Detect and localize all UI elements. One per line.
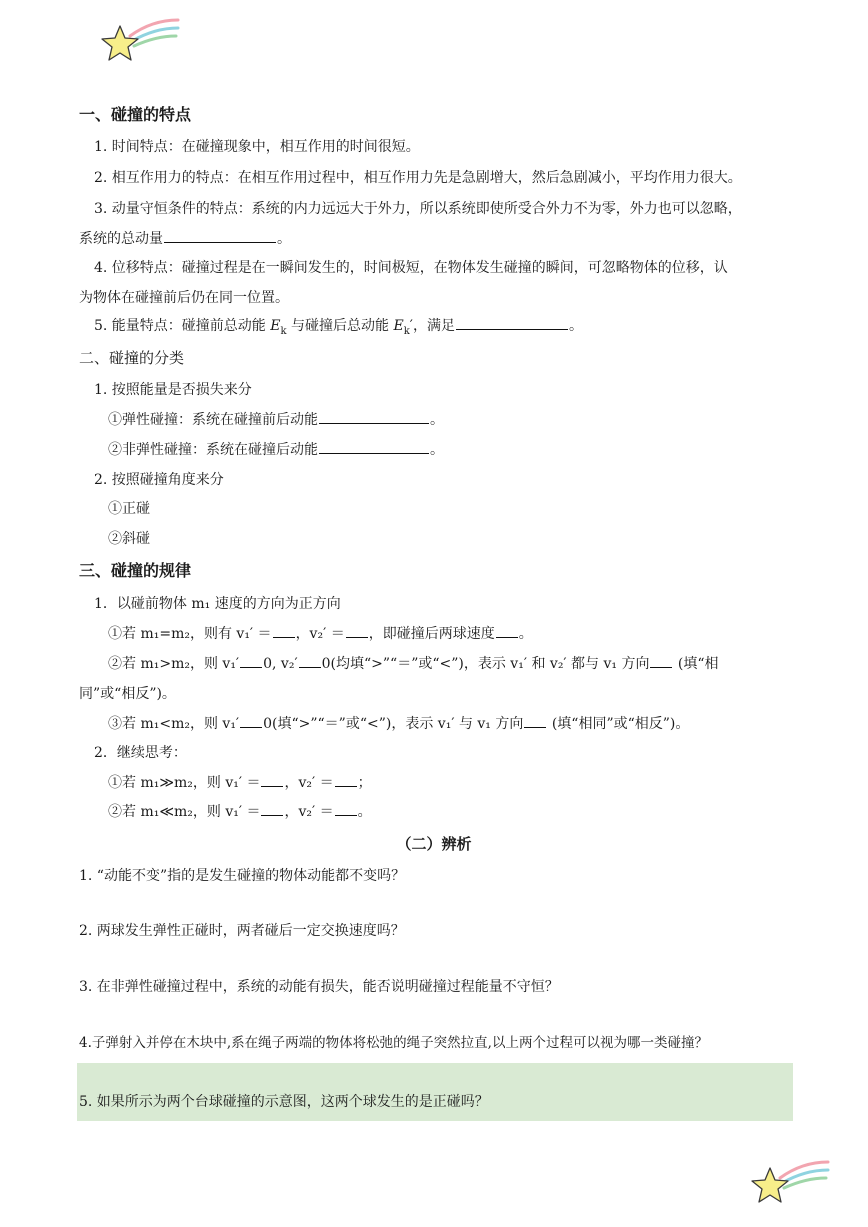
item5-text: 与碰撞后总动能 xyxy=(286,318,394,334)
fill-blank[interactable] xyxy=(319,441,429,454)
shooting-star-icon xyxy=(100,14,180,64)
ek-sub: k xyxy=(403,325,410,337)
case-text: (填“相同”或“相反”)。 xyxy=(547,716,690,732)
section1-item4: 4. 位移特点：碰撞过程是在一瞬间发生的，时间极短，在物体发生碰撞的瞬间，可忽略物体的位移，认 xyxy=(94,260,728,276)
case-text: 0(均填“>”“＝”或“<”)，表示 v₁′ 和 v₂′ 都与 v₁ 方向 xyxy=(321,656,650,672)
period: 。 xyxy=(430,442,444,458)
fill-blank[interactable] xyxy=(273,625,295,638)
ek-symbol: E xyxy=(393,318,404,334)
case-text: (填“相 xyxy=(673,656,719,672)
fill-blank[interactable] xyxy=(346,625,368,638)
fill-blank[interactable] xyxy=(319,411,429,424)
section1-title: 一、碰撞的特点 xyxy=(79,105,192,124)
section1-item3: 3. 动量守恒条件的特点：系统的内力远远大于外力，所以系统即使所受合外力不为零，外力也可以忽略， xyxy=(94,201,742,217)
fill-blank[interactable] xyxy=(261,803,283,816)
period: 。 xyxy=(568,318,583,334)
think-text: ； xyxy=(357,775,372,791)
analysis-title: （二）辨析 xyxy=(396,835,472,853)
fill-blank[interactable] xyxy=(335,774,357,787)
case-smaller-mass xyxy=(108,714,689,734)
think-text: ，v₂′ ＝ xyxy=(284,804,334,820)
case-text: ③若 m₁<m₂，则 v₁′ xyxy=(108,716,240,732)
analysis-question-1: 1. “动能不变”指的是发生碰撞的物体动能都不变吗？ xyxy=(79,868,406,884)
inelastic-collision xyxy=(108,440,444,460)
fill-blank[interactable] xyxy=(335,803,357,816)
item5-text: 5. 能量特点：碰撞前总动能 xyxy=(94,318,271,334)
think-text: 。 xyxy=(357,804,372,820)
fill-blank[interactable] xyxy=(240,655,262,668)
analysis-question-5: 5. 如果所示为两个台球碰撞的示意图，这两个球发生的是正碰吗？ xyxy=(79,1094,489,1110)
analysis-question-4: 4.子弹射入并停在木块中,系在绳子两端的物体将松弛的绳子突然拉直,以上两个过程可以视为哪一类碰撞？ xyxy=(79,1035,708,1051)
think-text: ②若 m₁≪m₂，则 v₁′ ＝ xyxy=(108,804,261,820)
section1-item5 xyxy=(94,316,583,342)
fill-blank[interactable] xyxy=(261,774,283,787)
elastic-collision xyxy=(108,410,444,430)
section1-item1: 1. 时间特点：在碰撞现象中，相互作用的时间很短。 xyxy=(94,139,420,155)
head-on-collision: ①正碰 xyxy=(108,501,150,517)
case-text: ，即碰撞后两球速度 xyxy=(368,626,495,642)
analysis-question-2: 2. 两球发生弹性正碰时，两者碰后一定交换速度吗？ xyxy=(79,923,405,939)
period: 。 xyxy=(518,626,533,642)
item3-text: 系统的总动量 xyxy=(79,231,163,247)
think-much-smaller xyxy=(108,802,372,822)
fill-blank[interactable] xyxy=(240,715,262,728)
case-text: ①若 m₁=m₂，则有 v₁′ ＝ xyxy=(108,626,272,642)
section3-item2: 2．继续思考： xyxy=(94,745,187,761)
case-greater-mass-cont: 同”或“相反”)。 xyxy=(79,686,176,702)
fill-blank[interactable] xyxy=(650,655,672,668)
case-equal-mass xyxy=(108,624,533,644)
think-text: ，v₂′ ＝ xyxy=(284,775,334,791)
case-greater-mass xyxy=(108,654,719,674)
period: 。 xyxy=(430,412,444,428)
ek-prime: ′ xyxy=(409,318,413,334)
ek-symbol: E xyxy=(270,318,281,334)
section2-item1: 1. 按照能量是否损失来分 xyxy=(94,382,252,398)
think-text: ①若 m₁≫m₂，则 v₁′ ＝ xyxy=(108,775,261,791)
elastic-text: ①弹性碰撞：系统在碰撞前后动能 xyxy=(108,412,318,428)
case-text: ②若 m₁>m₂，则 v₁′ xyxy=(108,656,240,672)
case-text: ，v₂′ ＝ xyxy=(295,626,345,642)
analysis-question-3: 3. 在非弹性碰撞过程中，系统的动能有损失，能否说明碰撞过程能量不守恒？ xyxy=(79,979,559,995)
shooting-star-icon xyxy=(750,1156,830,1206)
oblique-collision: ②斜碰 xyxy=(108,531,150,547)
inelastic-text: ②非弹性碰撞：系统在碰撞后动能 xyxy=(108,442,318,458)
case-text: 0, v₂′ xyxy=(263,656,298,672)
section3-title: 三、碰撞的规律 xyxy=(79,561,192,580)
section2-title: 二、碰撞的分类 xyxy=(79,349,185,367)
fill-blank[interactable] xyxy=(496,625,518,638)
fill-blank[interactable] xyxy=(164,230,276,243)
case-text: 0(填“>”“＝”或“<”)，表示 v₁′ 与 v₁ 方向 xyxy=(263,716,524,732)
item5-text: ，满足 xyxy=(412,318,455,334)
think-much-greater xyxy=(108,773,372,793)
section1-item4-cont: 为物体在碰撞前后仍在同一位置。 xyxy=(79,290,289,306)
section3-item1: 1．以碰前物体 m₁ 速度的方向为正方向 xyxy=(94,596,341,612)
section2-item2: 2. 按照碰撞角度来分 xyxy=(94,472,224,488)
ek-sub: k xyxy=(280,325,287,337)
fill-blank[interactable] xyxy=(456,317,568,330)
fill-blank[interactable] xyxy=(299,655,321,668)
fill-blank[interactable] xyxy=(524,715,546,728)
section1-item3-cont xyxy=(79,229,291,249)
section1-item2: 2. 相互作用力的特点：在相互作用过程中，相互作用力先是急剧增大，然后急剧减小，平均作用力很大。 xyxy=(94,170,742,186)
period: 。 xyxy=(277,231,291,247)
